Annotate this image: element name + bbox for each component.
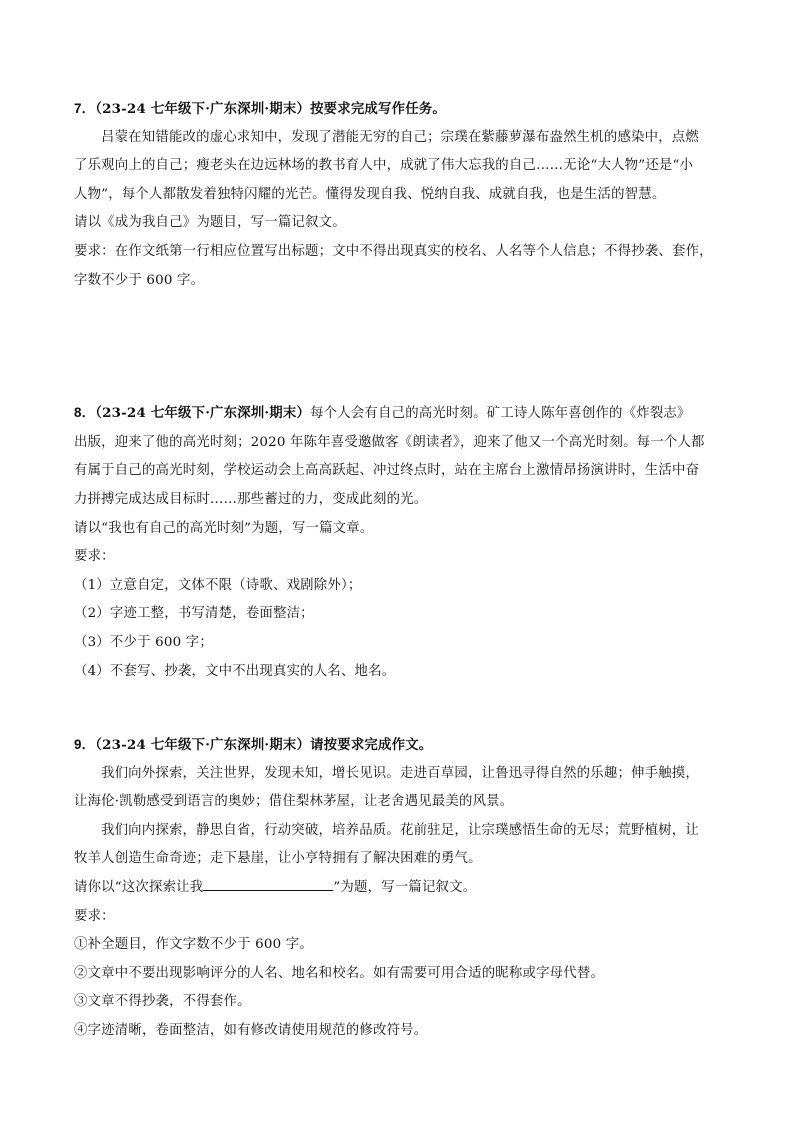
prompt-line: 让海伦·凯勒感受到语言的奥妙；借住梨林茅屋，让老舍遇见最美的风景。 xyxy=(74,794,514,810)
instruction-line xyxy=(74,874,724,903)
title-blank-line xyxy=(203,876,333,891)
question-source: （23-24 七年级下·广东深圳·期末） xyxy=(95,101,311,117)
requirement-item: （3）不少于 600 字； xyxy=(74,634,213,650)
prompt-line: 牧羊人创造生命奇迹；走下悬崖，让小亨特拥有了解决困难的勇气。 xyxy=(74,851,482,867)
question-task: 请按要求完成作文。 xyxy=(310,737,433,754)
question-9 xyxy=(74,731,724,1046)
question-task: 按要求完成写作任务。 xyxy=(310,101,446,117)
prompt-line: 力拼搏完成达成目标时……那些蓄过的力，变成此刻的光。 xyxy=(74,491,428,507)
prompt-line: 我们向外探索，关注世界，发现未知，增长见识。走进百草园，让鲁迅寻得自然的乐趣；伸手触摸， xyxy=(101,765,699,781)
instruction-line: 请以《成为我自己》为题目，写一篇记叙文。 xyxy=(74,215,346,231)
question-heading xyxy=(74,731,724,760)
requirement-heading: 要求： xyxy=(74,908,115,924)
requirement-item: ④字迹清晰，卷面整洁，如有修改请使用规范的修改符号。 xyxy=(74,1023,428,1039)
prompt-line: 出版，迎来了他的高光时刻；2020 年陈年喜受邀做客《朗读者》，迎来了他又一个高光时刻。每一个人都 xyxy=(74,434,705,450)
requirement-item: （1）立意自定，文体不限（诗歌、戏剧除外）； xyxy=(74,577,362,593)
question-8 xyxy=(74,399,724,686)
question-task: 每个人会有自己的高光时刻。矿工诗人陈年喜创作的《炸裂志》 xyxy=(310,406,691,422)
requirement-line: 要求：在作文纸第一行相应位置写出标题；文中不得出现真实的校名、人名等个人信息；不得抄袭、套作， xyxy=(74,243,713,259)
instruction-text-before-blank: 请你以“这次探索让我 xyxy=(74,880,204,896)
question-number: 7． xyxy=(74,101,96,116)
question-heading xyxy=(74,399,724,429)
prompt-line: 有属于自己的高光时刻，学校运动会上高高跃起、冲过终点时，站在主席台上激情昂扬演讲时，生活中奋 xyxy=(74,463,700,479)
question-number: 9． xyxy=(74,737,96,753)
instruction-line: 请以“我也有自己的高光时刻”为题，写一篇文章。 xyxy=(74,520,374,536)
instruction-text-after-blank: ”为题，写一篇记叙文。 xyxy=(333,880,477,896)
document-page xyxy=(74,95,724,1046)
requirement-item: （2）字迹工整，书写清楚，卷面整洁； xyxy=(74,606,314,622)
requirement-item: ①补全题目，作文字数不少于 600 字。 xyxy=(74,937,313,953)
question-7 xyxy=(74,95,724,295)
question-source: （23-24 七年级下·广东深圳·期末） xyxy=(95,737,311,754)
prompt-line: 我们向内探索，静思自省，行动突破，培养品质。花前驻足，让宗璞感悟生命的无尽；荒野植树，让 xyxy=(101,822,699,838)
requirement-line: 字数不少于 600 字。 xyxy=(74,272,205,288)
requirement-heading: 要求： xyxy=(74,549,115,565)
question-source: （23-24 七年级下·广东深圳·期末） xyxy=(95,405,311,422)
prompt-line: 了乐观向上的自己；瘦老头在边远林场的教书育人中，成就了伟大忘我的自己……无论“大人物”还是“小 xyxy=(74,158,694,174)
prompt-line: 人物”，每个人都散发着独特闪耀的光芒。懂得发现自我、悦纳自我、成就自我，也是生活的智慧。 xyxy=(74,186,666,202)
question-heading xyxy=(74,95,724,124)
requirement-item: ②文章中不要出现影响评分的人名、地名和校名。如有需要可用合适的昵称或字母代替。 xyxy=(74,965,605,981)
requirement-item: （4）不套写、抄袭，文中不出现真实的人名、地名。 xyxy=(74,663,396,679)
question-number: 8． xyxy=(74,405,96,421)
requirement-item: ③文章不得抄袭，不得套作。 xyxy=(74,994,251,1010)
prompt-line: 吕蒙在知错能改的虚心求知中，发现了潜能无穷的自己；宗璞在紫藤萝瀑布盎然生机的感染中，点燃 xyxy=(101,129,699,145)
